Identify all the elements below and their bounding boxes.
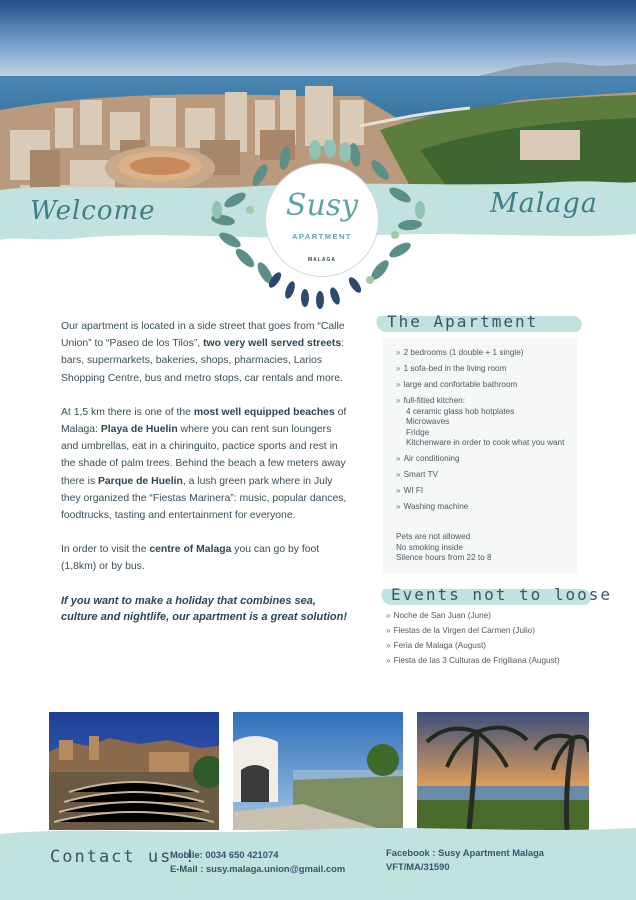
kitchen-subitem: Fridge xyxy=(406,427,430,437)
email-address[interactable]: E-Mail : susy.malaga.union@gmail.com xyxy=(170,863,346,874)
susy-apartment-logo xyxy=(265,163,379,277)
apartment-features-list xyxy=(396,348,576,518)
alcazaba-photo xyxy=(49,712,219,830)
event-item: » Feria de Malaga (August) xyxy=(386,641,486,650)
rule-item: Pets are not allowed xyxy=(396,532,471,541)
rule-item: Silence hours from 22 to 8 xyxy=(396,553,492,562)
contact-heading: Contact us ! xyxy=(50,847,197,867)
welcome-heading: Welcome xyxy=(30,196,156,226)
kitchen-subitem: 4 ceramic glass hob hotplates xyxy=(406,406,515,416)
events-list xyxy=(386,611,560,671)
event-item: » Fiestas de la Virgen del Carmen (Julio) xyxy=(386,626,535,635)
feature-item: » Smart TV xyxy=(396,470,438,479)
feature-item: » WI FI xyxy=(396,486,424,495)
license-number: VFT/MA/31590 xyxy=(386,861,450,872)
rule-item: No smoking inside xyxy=(396,542,463,552)
feature-item: » Air conditioning xyxy=(396,454,460,463)
event-item: » Fiesta de las 3 Culturas de Frigiliana (August) xyxy=(386,656,560,665)
logo-city: MALAGA xyxy=(308,257,336,263)
palm-beach-sunset-photo xyxy=(417,712,589,830)
malaga-heading: Malaga xyxy=(490,188,598,219)
apartment-heading: The Apartment xyxy=(387,312,539,331)
feature-item: » 1 sofa-bed in the living room xyxy=(396,364,507,373)
feature-item: » large and confortable bathroom xyxy=(396,380,518,389)
mobile-number: Mobile: 0034 650 421074 xyxy=(170,849,279,860)
feature-item-kitchen: » full-fitted kitchen: 4 ceramic glass hob hotplates Microwaves Fridge Kitchenware in order to cook what you want xyxy=(396,396,576,449)
intro-closing-statement: If you want to make a holiday that combines sea, culture and nightlife, our apartment is a great solution! xyxy=(61,594,348,624)
event-item: » Noche de San Juan (June) xyxy=(386,611,491,620)
events-heading: Events not to loose xyxy=(391,585,613,604)
house-rules xyxy=(396,532,492,564)
logo-name: Susy xyxy=(285,188,359,223)
kitchen-subitem: Microwaves xyxy=(406,417,450,426)
feature-item: » Washing machine xyxy=(396,502,469,511)
kitchen-subitem: Kitchenware in order to cook what you want xyxy=(406,438,565,447)
facebook-page[interactable]: Facebook : Susy Apartment Malaga xyxy=(386,847,545,858)
intro-paragraph-location: Our apartment is located in a side street that goes from “Calle Union” to “Paseo de los Tilos”, two very well served streets: bars, supermarkets, bakeries, shops, pharmacies, Larios Shopping Centre, bus and metro stops, car rentals and more. xyxy=(61,321,345,384)
gibralfaro-viewpoint-photo xyxy=(233,712,403,830)
intro-text-column xyxy=(61,318,351,643)
feature-item: » 2 bedrooms (1 double + 1 single) xyxy=(396,348,524,357)
logo-subtitle: APARTMENT xyxy=(291,232,353,241)
intro-paragraph-beaches: At 1,5 km there is one of the most well equipped beaches of Malaga: Playa de Huelin where you can rent sun loungers and umbrellas, eat in a chiringuito, pactice sports and rest in the shade of palm trees. Behind the beach a few meters away there is Parque de Huelin, a lush green park where in July they organized the “Fiestas Marinera”: music, popular dances, foodtrucks, tasting and entertainment for everyone. xyxy=(61,406,347,522)
intro-paragraph-centre: In order to visit the centre of Malaga you can go by foot (1,8km) or by bus. xyxy=(61,544,320,573)
